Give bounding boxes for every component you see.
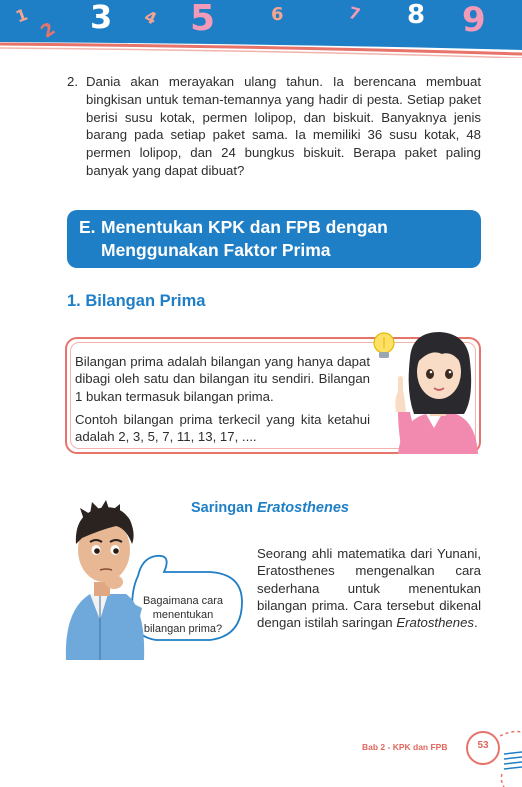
header-number-1: 1 bbox=[13, 4, 31, 27]
footer-stripes-decoration bbox=[500, 728, 522, 787]
header-number-5: 5 bbox=[190, 0, 216, 39]
eratosthenes-body-italic: Eratosthenes bbox=[396, 615, 475, 631]
problem-text: Dania akan merayakan ulang tahun. Ia berencana membuat bingkisan untuk teman-temannya yang hadir di pesta. Setiap paket berisi susu kotak, permen lolipop, dan biskuit. Banyaknya jenis barang pada setiap paket sama. Ia memiliki 36 susu kotak, 48 permen lolipop, dan 24 bungkus biskuit. Berapa paket paling banyak yang dapat dibuat? bbox=[86, 74, 481, 178]
definition-paragraph-1: Bilangan prima adalah bilangan yang hanya dapat dibagi oleh satu dan bilangan itu sendiri. Bilangan 1 bukan termasuk bilangan prima. bbox=[75, 354, 370, 404]
footer-chapter-label: Bab 2 - KPK dan FPB bbox=[362, 742, 448, 752]
problem-item bbox=[67, 73, 481, 180]
section-title-line1: Menentukan KPK dan FPB dengan bbox=[101, 217, 388, 237]
header-number-6: 6 bbox=[271, 4, 284, 25]
header-number-3: 3 bbox=[90, 0, 113, 36]
lightbulb-icon bbox=[374, 333, 394, 358]
header-number-4: 4 bbox=[141, 6, 160, 29]
definition-paragraph-2: Contoh bilangan prima terkecil yang kita ketahui adalah 2, 3, 5, 7, 11, 13, 17, .... bbox=[75, 412, 370, 445]
header-decoration bbox=[0, 0, 522, 58]
eratosthenes-title-prefix: Saringan bbox=[191, 500, 258, 516]
section-banner bbox=[67, 210, 481, 268]
eratosthenes-body: Seorang ahli matematika dari Yunani, Eratosthenes mengenalkan cara sederhana untuk menentukan bilangan prima. Cara tersebut dikenal dengan istilah saringan bbox=[257, 546, 481, 631]
section-title-line2: Menggunakan Faktor Prima bbox=[101, 240, 331, 260]
header-number-7: 7 bbox=[346, 2, 363, 25]
eratosthenes-paragraph bbox=[257, 545, 481, 631]
eratosthenes-title-italic: Eratosthenes bbox=[257, 500, 349, 516]
page-number: 53 bbox=[477, 740, 489, 751]
speech-bubble-text: Bagaimana cara menentukan bilangan prima? bbox=[142, 595, 224, 635]
girl-illustration bbox=[368, 328, 480, 454]
header-number-2: 2 bbox=[37, 18, 60, 43]
header-number-9: 9 bbox=[462, 0, 486, 40]
header-number-8: 8 bbox=[407, 0, 426, 30]
page-header-band bbox=[0, 0, 522, 58]
problem-number: 2. bbox=[67, 74, 78, 89]
subsection-title: 1. Bilangan Prima bbox=[67, 292, 206, 310]
eratosthenes-body-end: . bbox=[474, 615, 478, 631]
section-letter: E. bbox=[79, 217, 96, 237]
